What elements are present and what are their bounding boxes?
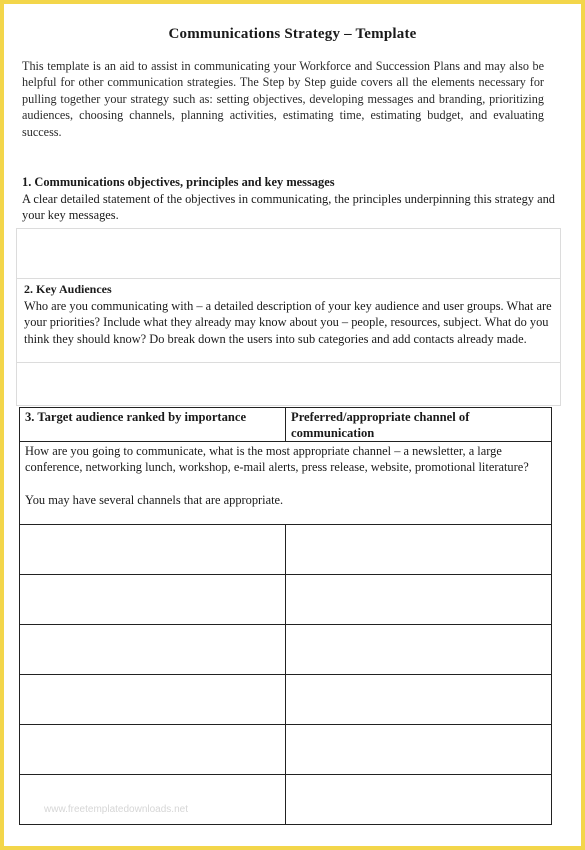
objectives-answer-box[interactable]	[16, 228, 561, 280]
section-objectives	[22, 174, 562, 224]
table-row	[20, 675, 552, 725]
table-row	[20, 775, 552, 825]
audience-cell[interactable]	[20, 525, 286, 575]
audience-cell[interactable]	[20, 775, 286, 825]
watermark: www.freetemplatedownloads.net	[44, 804, 188, 815]
channel-cell[interactable]	[286, 525, 552, 575]
table-row	[20, 525, 552, 575]
table-header-row	[20, 408, 552, 442]
audience-cell[interactable]	[20, 625, 286, 675]
channel-cell[interactable]	[286, 675, 552, 725]
target-audience-table	[19, 407, 552, 825]
table-row	[20, 725, 552, 775]
channel-description-text: How are you going to communicate, what is the most appropriate channel – a newsletter, a large conference, networking lunch, workshop, e-mail alerts, press release, website, promotional literature?	[25, 444, 529, 474]
section-objectives-body: A clear detailed statement of the objectives in communicating, the principles underpinning this strategy and your key messages.	[22, 191, 555, 222]
table-row	[20, 625, 552, 675]
audience-cell[interactable]	[20, 575, 286, 625]
section-audiences	[24, 281, 564, 347]
audience-cell[interactable]	[20, 725, 286, 775]
page-title: Communications Strategy – Template	[168, 26, 417, 42]
table-row	[20, 575, 552, 625]
channel-cell[interactable]	[286, 575, 552, 625]
section-audiences-body: Who are you communicating with – a detailed description of your key audience and user groups. What are your priorities? Include what they already may know about you – people, resources, subject. What do you think they should know? Do break down the users into sub categories and add contacts already made.	[24, 298, 552, 346]
channel-cell[interactable]	[286, 625, 552, 675]
channel-cell[interactable]	[286, 725, 552, 775]
audiences-answer-box[interactable]	[16, 362, 561, 406]
col-target-audience-header: 3. Target audience ranked by importance	[20, 408, 286, 442]
channel-cell[interactable]	[286, 775, 552, 825]
section-objectives-heading: 1. Communications objectives, principles and key messages	[22, 175, 335, 189]
document-page	[4, 4, 581, 846]
section-audiences-heading: 2. Key Audiences	[24, 282, 112, 296]
channel-note-text: You may have several channels that are appropriate.	[25, 493, 284, 507]
audience-cell[interactable]	[20, 675, 286, 725]
col-channel-header: Preferred/appropriate channel of communication	[286, 408, 552, 442]
table-description-row	[20, 442, 552, 525]
intro-paragraph: This template is an aid to assist in communicating your Workforce and Succession Plans and may also be helpful for other communication strategies. The Step by Step guide covers all the elements necessary for pulling together your strategy such as: setting objectives, developing messages and branding, prioritizing audiences, choosing channels, planning activities, estimating time, estimating budget, and evaluating success.	[22, 59, 544, 139]
channel-description	[20, 442, 552, 525]
